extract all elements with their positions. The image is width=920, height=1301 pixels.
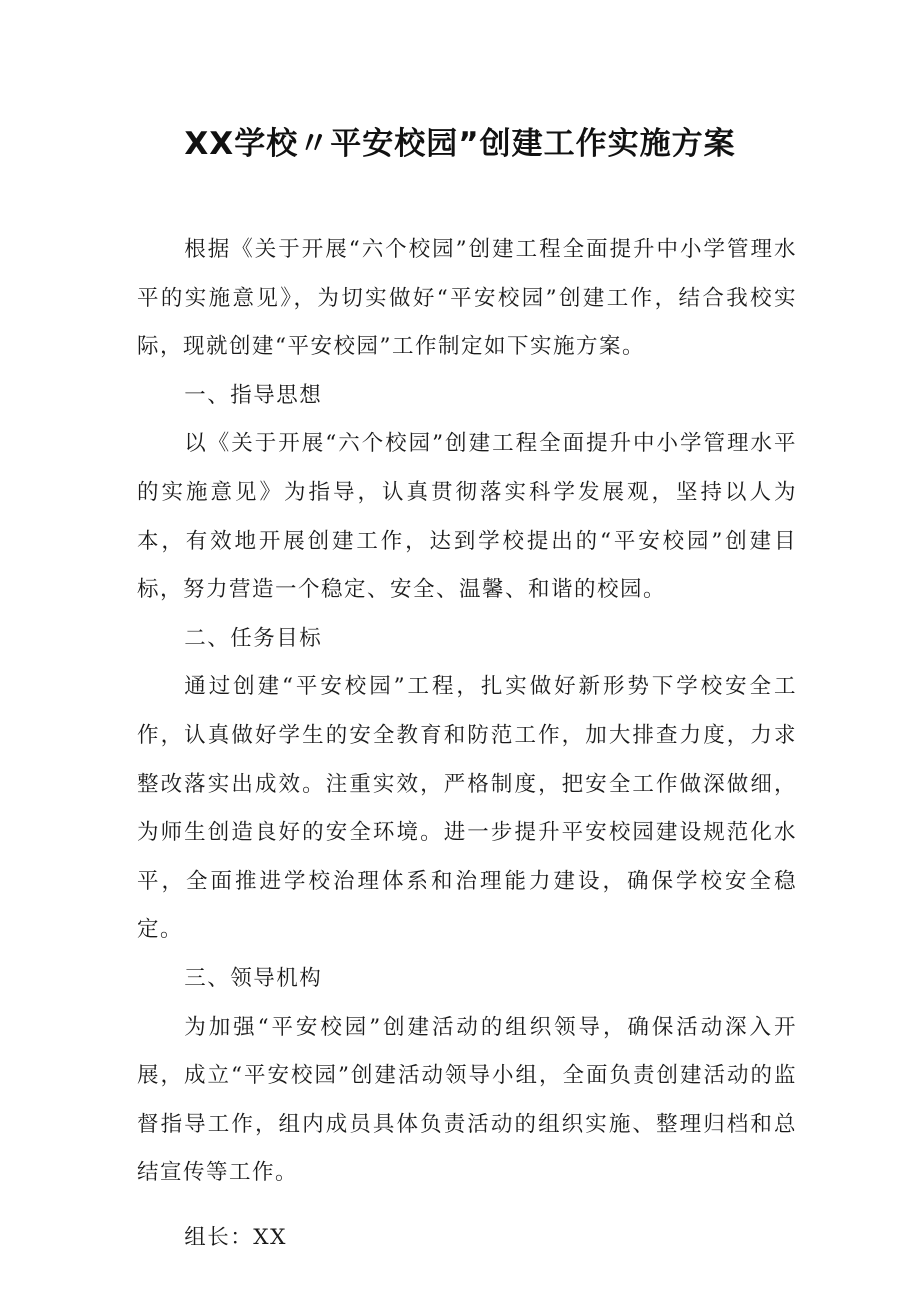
section-heading-guiding-ideology: 一、指导思想	[184, 382, 323, 408]
document-title: XX学校〃平安校园”创建工作实施方案	[184, 126, 736, 162]
intro-paragraph: 根据《关于开展“六个校园”创建工程全面提升中小学管理水平的实施意见》，为切实做好“平安校园”创建工作，结合我校实际，现就创建“平安校园”工作制定如下实施方案。	[137, 237, 797, 360]
section-heading-task-goals: 二、任务目标	[184, 625, 323, 651]
document-body	[137, 226, 797, 1262]
leader-line: 组长：XX	[184, 1224, 287, 1250]
section-body-task-goals: 通过创建“平安校园”工程，扎实做好新形势下学校安全工作，认真做好学生的安全教育和防范工作，加大排查力度，力求整改落实出成效。注重实效，严格制度，把安全工作做深做细，为师生创造良好的安全环境。进一步提升平安校园建设规范化水平，全面推进学校治理体系和治理能力建设，确保学校安全稳定。	[137, 674, 797, 943]
section-body-leadership: 为加强“平安校园”创建活动的组织领导，确保活动深入开展，成立“平安校园”创建活动领导小组，全面负责创建活动的监督指导工作，组内成员具体负责活动的组织实施、整理归档和总结宣传等工作。	[137, 1014, 797, 1186]
section-heading-leadership: 三、领导机构	[184, 965, 323, 991]
section-body-guiding-ideology: 以《关于开展“六个校园”创建工程全面提升中小学管理水平的实施意见》为指导，认真贯彻落实科学发展观，坚持以人为本，有效地开展创建工作，达到学校提出的“平安校园”创建目标，努力营造一个稳定、安全、温馨、和谐的校园。	[137, 431, 797, 603]
